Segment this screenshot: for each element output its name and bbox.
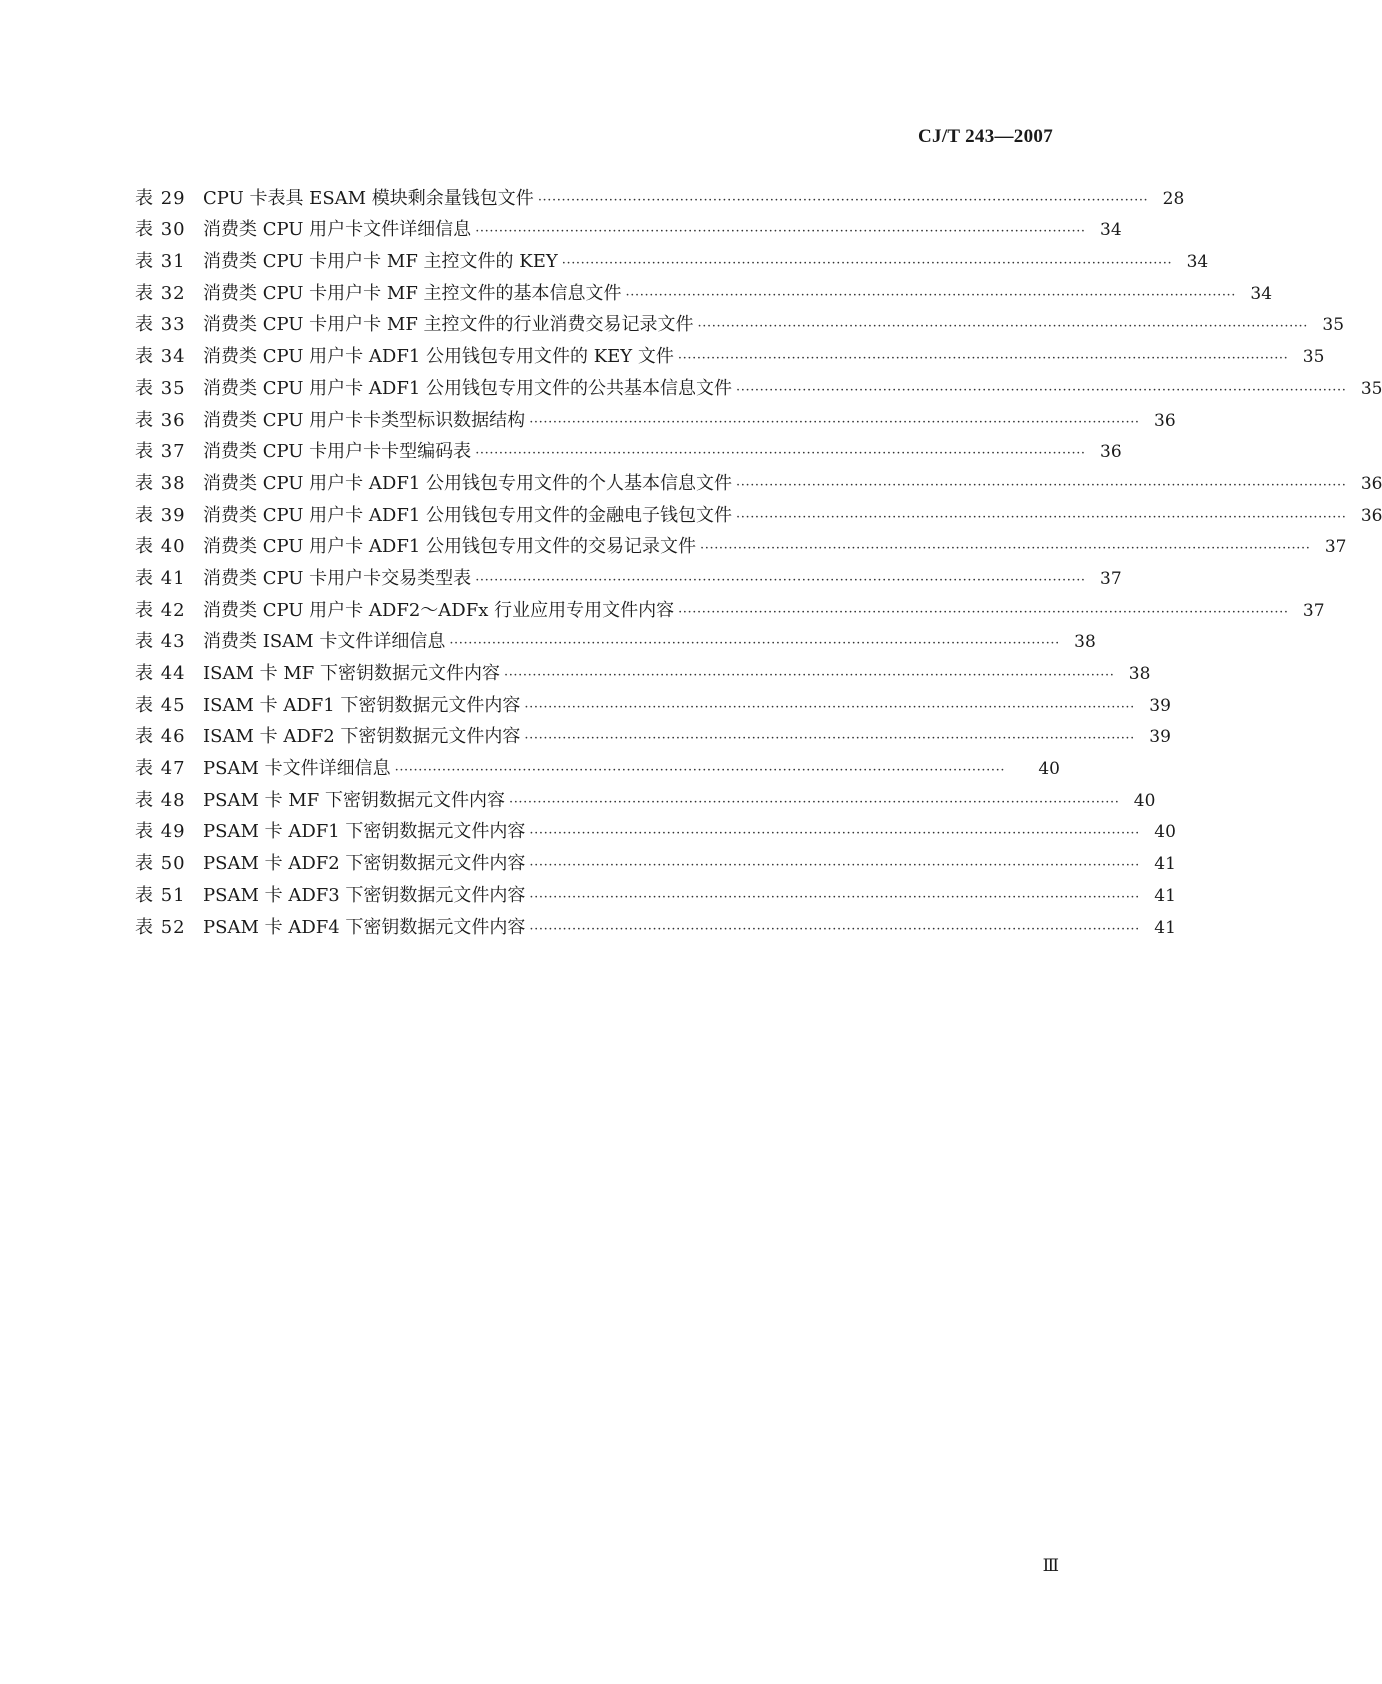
toc-entry[interactable]	[135, 622, 1096, 654]
toc-entry-title: 消费类 CPU 用户卡卡类型标识数据结构	[203, 409, 526, 431]
toc-entry[interactable]	[135, 907, 1176, 939]
toc-entry[interactable]	[135, 717, 1171, 749]
toc-entry-page: 36	[1100, 442, 1122, 463]
page-number: Ⅲ	[1042, 1556, 1059, 1575]
toc-entry[interactable]	[135, 432, 1122, 464]
toc-entry-title: PSAM 卡 ADF1 下密钥数据元文件内容	[203, 821, 526, 843]
toc-entry-number: 表 51	[135, 884, 186, 906]
toc-entry-title: PSAM 卡文件详细信息	[203, 758, 391, 780]
dot-leader: ·································································································································	[394, 763, 1006, 779]
toc-entry-title: ISAM 卡 MF 下密钥数据元文件内容	[203, 663, 500, 684]
toc-entry-number: 表 43	[135, 631, 186, 653]
toc-entry-page: 40	[1038, 759, 1060, 780]
dot-leader: ·································································································································	[529, 921, 1140, 937]
toc-entry-page: 37	[1100, 568, 1122, 589]
toc-entry[interactable]	[135, 463, 1382, 495]
toc-entry-number: 表 33	[135, 314, 186, 336]
toc-entry-page: 35	[1360, 378, 1382, 399]
dot-leader: ·································································································································	[529, 826, 1140, 842]
toc-entry[interactable]	[135, 843, 1176, 875]
table-of-tables	[135, 178, 1382, 939]
toc-entry-title: 消费类 CPU 用户卡 ADF1 公用钱包专用文件的金融电子钱包文件	[203, 504, 732, 526]
toc-entry-title: 消费类 CPU 用户卡 ADF1 公用钱包专用文件的公共基本信息文件	[203, 377, 732, 399]
toc-entry-page: 41	[1154, 917, 1176, 938]
dot-leader: ·································································································································	[678, 604, 1289, 620]
toc-entry-title: 消费类 CPU 卡用户卡 MF 主控文件的行业消费交易记录文件	[203, 314, 694, 336]
toc-entry-page: 37	[1324, 537, 1347, 558]
toc-entry[interactable]	[135, 210, 1122, 242]
dot-leader: ·································································································································	[524, 731, 1135, 747]
dot-leader: ·································································································································	[700, 541, 1311, 557]
toc-entry-number: 表 41	[135, 567, 186, 589]
dot-leader: ·································································································································	[529, 889, 1140, 905]
toc-entry-page: 36	[1360, 473, 1382, 494]
toc-entry-number: 表 50	[135, 853, 186, 875]
toc-entry-number: 表 46	[135, 726, 186, 748]
toc-entry-number: 表 32	[135, 282, 186, 304]
toc-entry-page: 36	[1360, 505, 1382, 526]
toc-entry[interactable]	[135, 590, 1325, 622]
dot-leader: ·································································································································	[529, 858, 1140, 874]
dot-leader: ·································································································································	[736, 509, 1347, 525]
toc-entry-page: 39	[1149, 727, 1171, 748]
toc-entry-number: 表 34	[135, 346, 186, 368]
toc-entry-title: 消费类 CPU 卡用户卡 MF 主控文件的基本信息文件	[203, 282, 622, 304]
toc-entry-title: 消费类 CPU 用户卡 ADF1 公用钱包专用文件的个人基本信息文件	[203, 472, 732, 494]
toc-entry[interactable]	[135, 305, 1345, 337]
toc-entry-number: 表 48	[135, 789, 186, 811]
toc-entry-page: 38	[1074, 632, 1096, 653]
toc-entry-title: PSAM 卡 ADF2 下密钥数据元文件内容	[203, 853, 526, 875]
toc-entry-number: 表 45	[135, 694, 186, 716]
toc-entry-number: 表 42	[135, 599, 186, 621]
toc-entry-number: 表 44	[135, 663, 186, 684]
dot-leader: ·································································································································	[736, 477, 1347, 493]
toc-entry-page: 36	[1154, 410, 1176, 431]
toc-entry[interactable]	[135, 685, 1171, 717]
dot-leader: ·································································································································	[537, 192, 1149, 208]
dot-leader: ·································································································································	[449, 636, 1060, 652]
toc-entry[interactable]	[135, 178, 1185, 210]
toc-entry-number: 表 29	[135, 187, 186, 209]
toc-entry-title: 消费类 CPU 用户卡 ADF1 公用钱包专用文件的交易记录文件	[203, 536, 696, 558]
toc-entry-number: 表 49	[135, 821, 186, 843]
toc-entry-page: 37	[1302, 600, 1325, 621]
toc-entry-page: 28	[1162, 188, 1185, 209]
dot-leader: ·································································································································	[529, 414, 1140, 430]
dot-leader: ·································································································································	[475, 572, 1086, 588]
toc-entry-page: 41	[1154, 885, 1176, 906]
toc-entry-page: 35	[1302, 347, 1325, 368]
toc-entry-number: 表 47	[135, 758, 186, 780]
toc-entry-page: 35	[1322, 315, 1345, 336]
toc-entry[interactable]	[135, 875, 1176, 907]
toc-entry-number: 表 39	[135, 504, 186, 526]
toc-entry-title: ISAM 卡 ADF1 下密钥数据元文件内容	[203, 694, 521, 716]
toc-entry-page: 34	[1100, 220, 1122, 241]
toc-entry-number: 表 30	[135, 219, 186, 241]
toc-entry-page: 38	[1128, 664, 1151, 684]
dot-leader: ·································································································································	[508, 794, 1120, 810]
toc-entry-number: 表 35	[135, 377, 186, 399]
toc-entry[interactable]	[135, 653, 1151, 685]
toc-entry-number: 表 38	[135, 472, 186, 494]
toc-entry[interactable]	[135, 241, 1209, 273]
toc-entry[interactable]	[135, 780, 1156, 812]
toc-entry-title: 消费类 CPU 卡用户卡卡型编码表	[203, 441, 472, 463]
dot-leader: ·································································································································	[503, 668, 1115, 683]
dot-leader: ·································································································································	[561, 256, 1173, 272]
toc-entry[interactable]	[135, 558, 1122, 590]
toc-entry-number: 表 37	[135, 441, 186, 463]
toc-entry-number: 表 36	[135, 409, 186, 431]
toc-entry-title: 消费类 CPU 用户卡 ADF2～ADFx 行业应用专用文件内容	[203, 599, 675, 621]
toc-entry-title: PSAM 卡 ADF4 下密钥数据元文件内容	[203, 916, 526, 938]
toc-entry-page: 40	[1133, 790, 1156, 811]
toc-entry-number: 表 40	[135, 536, 186, 558]
toc-entry-page: 40	[1154, 822, 1176, 843]
toc-entry[interactable]	[135, 495, 1382, 527]
standard-code: CJ/T 243—2007	[918, 126, 1053, 147]
toc-entry-page: 39	[1149, 695, 1171, 716]
toc-entry-title: 消费类 CPU 用户卡文件详细信息	[203, 219, 472, 241]
toc-entry-title: PSAM 卡 MF 下密钥数据元文件内容	[203, 789, 505, 811]
toc-entry[interactable]	[135, 336, 1325, 368]
toc-entry[interactable]	[135, 273, 1273, 305]
toc-entry[interactable]	[135, 527, 1347, 559]
dot-leader: ·································································································································	[524, 699, 1135, 715]
toc-entry-number: 表 52	[135, 916, 186, 938]
toc-entry-page: 34	[1250, 283, 1273, 304]
toc-entry-title: PSAM 卡 ADF3 下密钥数据元文件内容	[203, 884, 526, 906]
toc-entry-title: 消费类 ISAM 卡文件详细信息	[203, 631, 446, 653]
toc-entry-title: CPU 卡表具 ESAM 模块剩余量钱包文件	[203, 187, 534, 209]
dot-leader: ·································································································································	[677, 351, 1289, 367]
toc-entry[interactable]	[135, 368, 1382, 400]
dot-leader: ·································································································································	[625, 287, 1237, 303]
dot-leader: ·································································································································	[697, 319, 1309, 335]
toc-entry[interactable]	[135, 748, 1060, 780]
toc-entry-title: 消费类 CPU 卡用户卡 MF 主控文件的 KEY	[203, 251, 558, 273]
toc-entry-page: 41	[1154, 854, 1176, 875]
toc-entry-page: 34	[1186, 252, 1209, 273]
toc-entry[interactable]	[135, 400, 1176, 432]
toc-entry-number: 表 31	[135, 251, 186, 273]
toc-entry-title: 消费类 CPU 卡用户卡交易类型表	[203, 567, 472, 589]
dot-leader: ·································································································································	[736, 382, 1347, 398]
dot-leader: ·································································································································	[475, 446, 1086, 462]
toc-entry[interactable]	[135, 812, 1176, 844]
toc-entry-title: 消费类 CPU 用户卡 ADF1 公用钱包专用文件的 KEY 文件	[203, 346, 674, 368]
dot-leader: ·································································································································	[475, 224, 1086, 240]
toc-entry-title: ISAM 卡 ADF2 下密钥数据元文件内容	[203, 726, 521, 748]
